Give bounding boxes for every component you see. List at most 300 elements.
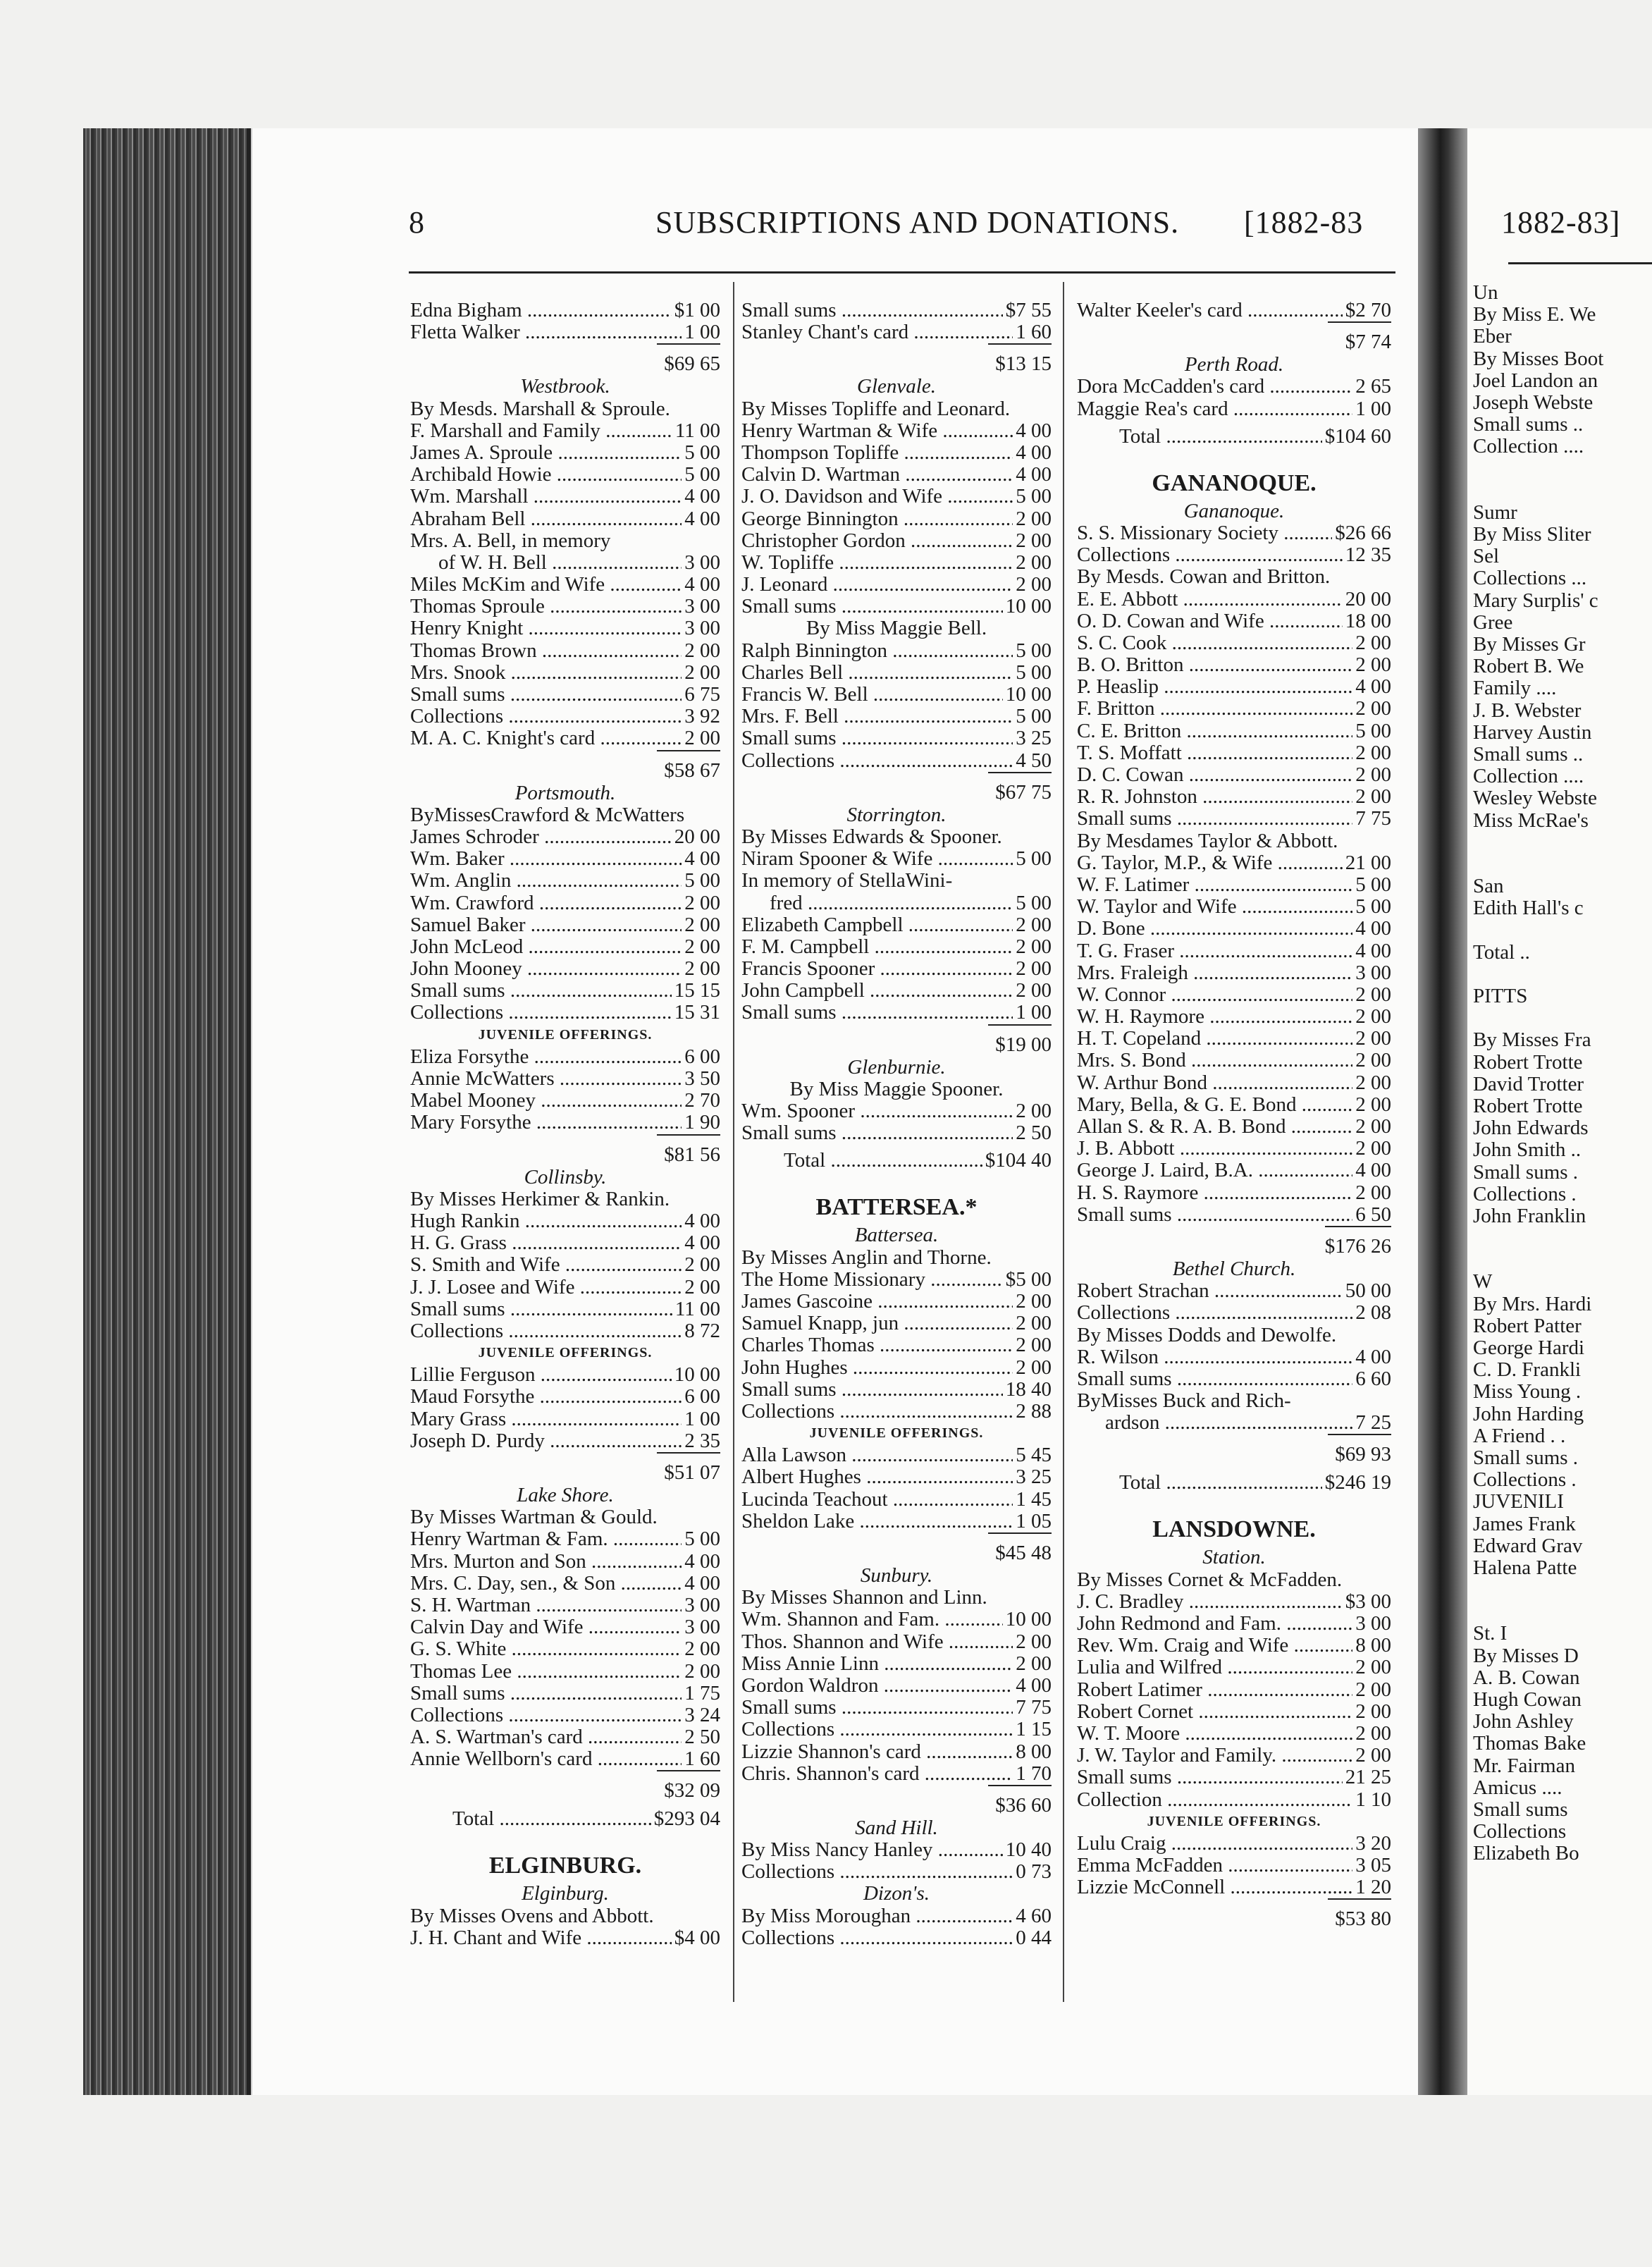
juvenile-offerings-heading: JUVENILE OFFERINGS. bbox=[478, 1026, 653, 1043]
entry-name: F. Marshall and Family ..... bbox=[410, 420, 672, 442]
right-page-line bbox=[1473, 1227, 1652, 1249]
entry-amount: 2 00 bbox=[1016, 935, 1052, 958]
entry-row bbox=[1077, 1701, 1391, 1723]
entry-row bbox=[410, 1704, 720, 1726]
entry-name: Miss Annie Linn ..... bbox=[741, 1653, 1013, 1675]
entry-amount: 2 00 bbox=[684, 639, 720, 662]
entry-amount: 2 00 bbox=[1355, 1721, 1391, 1745]
section-heading: Bethel Church. bbox=[1172, 1257, 1296, 1280]
entry-name: John Campbell ..... bbox=[741, 980, 1013, 1002]
entry-row bbox=[410, 1661, 720, 1683]
entry-name: Albert Hughes ..... bbox=[741, 1466, 1013, 1488]
entry-name: H. G. Grass ..... bbox=[410, 1232, 682, 1254]
entry-row bbox=[410, 321, 720, 343]
entry-row bbox=[410, 1616, 720, 1638]
collector-line: ByMissesCrawford & McWatters bbox=[410, 803, 685, 826]
entry-amount: 2 00 bbox=[1016, 1100, 1052, 1122]
entry-row bbox=[1077, 742, 1391, 764]
entry-amount: 12 35 bbox=[1345, 543, 1391, 567]
entry-name: Small sums ..... bbox=[410, 1298, 672, 1320]
entry-row bbox=[741, 1861, 1052, 1883]
entry-amount: 2 00 bbox=[1355, 1744, 1391, 1767]
entry-amount: 2 00 bbox=[1016, 1356, 1052, 1379]
section-heading: Station. bbox=[1202, 1546, 1266, 1569]
entry-amount: 2 00 bbox=[684, 1638, 720, 1661]
right-page-line: By Misses D bbox=[1473, 1645, 1579, 1667]
entry-row bbox=[410, 1726, 720, 1748]
entry-amount: 2 50 bbox=[1016, 1122, 1052, 1145]
entry-row bbox=[741, 750, 1052, 772]
entry-name: Lulia and Wilfred ..... bbox=[1077, 1657, 1352, 1678]
entry-amount: 2 00 bbox=[1355, 741, 1391, 764]
juvenile-offerings-heading: JUVENILE OFFERINGS. bbox=[1147, 1813, 1321, 1829]
entry-amount: 1 20 bbox=[1355, 1876, 1391, 1899]
section-heading: Elginburg. bbox=[522, 1882, 609, 1905]
entry-name: W. F. Latimer ..... bbox=[1077, 874, 1352, 896]
entry-amount: 5 00 bbox=[684, 1528, 720, 1551]
entry-amount: 2 00 bbox=[1355, 1656, 1391, 1679]
entry-name: Alla Lawson ..... bbox=[741, 1444, 1013, 1466]
entry-row bbox=[410, 848, 720, 870]
section-heading: Sunbury. bbox=[860, 1564, 933, 1587]
entry-row bbox=[410, 914, 720, 936]
entry-amount: 1 75 bbox=[684, 1681, 720, 1704]
entry-amount: 5 00 bbox=[1016, 705, 1052, 728]
entry-name: R. Wilson ..... bbox=[1077, 1346, 1352, 1368]
entry-name: E. E. Abbott ..... bbox=[1077, 589, 1343, 610]
entry-name: Thomas Brown ..... bbox=[410, 640, 682, 662]
collector-line: By Misses Shannon and Linn. bbox=[741, 1586, 987, 1609]
entry-amount: 8 72 bbox=[684, 1319, 720, 1342]
entry-row bbox=[741, 300, 1052, 321]
entry-amount: 2 00 bbox=[1355, 983, 1391, 1006]
entry-row bbox=[1077, 676, 1391, 698]
entry-amount: 3 20 bbox=[1355, 1831, 1391, 1855]
entry-name: Francis W. Bell ..... bbox=[741, 684, 1003, 706]
entry-name: Mary Forsythe ..... bbox=[410, 1112, 682, 1134]
entry-amount: 5 00 bbox=[1016, 661, 1052, 684]
entry-name: Thomas Lee ..... bbox=[410, 1661, 682, 1683]
entry-amount: 2 00 bbox=[684, 661, 720, 684]
section-heading: Battersea. bbox=[854, 1224, 939, 1247]
section-heading: Portsmouth. bbox=[514, 781, 616, 804]
entry-row bbox=[741, 892, 1052, 914]
entry-amount: 15 15 bbox=[674, 979, 720, 1002]
entry-amount: 1 90 bbox=[684, 1111, 720, 1134]
entry-name: Miles McKim and Wife ..... bbox=[410, 574, 682, 596]
entry-row bbox=[410, 486, 720, 508]
entry-row bbox=[741, 684, 1052, 706]
entry-row bbox=[1077, 1280, 1391, 1302]
entry-amount: 3 00 bbox=[1355, 1612, 1391, 1635]
entry-name: Maggie Rea's card ..... bbox=[1077, 398, 1352, 420]
entry-row bbox=[410, 1364, 720, 1386]
entry-row bbox=[741, 848, 1052, 870]
entry-row bbox=[741, 1653, 1052, 1675]
entry-name: G. S. White ..... bbox=[410, 1638, 682, 1660]
right-page-line bbox=[1473, 458, 1652, 480]
entry-name: W. Topliffe ..... bbox=[741, 552, 1013, 574]
right-page-line: John Ashley bbox=[1473, 1711, 1574, 1733]
subtotal-row bbox=[1077, 1434, 1391, 1466]
collector-line: By Mesdames Taylor & Abbott. bbox=[1077, 829, 1338, 852]
entry-row bbox=[741, 1839, 1052, 1861]
entry-amount: 2 00 bbox=[684, 1275, 720, 1298]
entry-name: George J. Laird, B.A. ..... bbox=[1077, 1160, 1352, 1181]
entry-name: W. Taylor and Wife ..... bbox=[1077, 896, 1352, 918]
entry-name: Walter Keeler's card ..... bbox=[1077, 300, 1343, 321]
entry-amount: 2 00 bbox=[1016, 1334, 1052, 1357]
entry-row bbox=[410, 1528, 720, 1550]
subtotal-row bbox=[741, 1532, 1052, 1565]
right-page-line: Thomas Bake bbox=[1473, 1733, 1586, 1755]
entry-name: Robert Strachan ..... bbox=[1077, 1280, 1343, 1302]
entry-name: B. O. Britton ..... bbox=[1077, 654, 1352, 676]
entry-amount: 1 70 bbox=[1016, 1762, 1052, 1785]
page-number: 8 bbox=[409, 205, 425, 240]
collector-line: By Misses Cornet & McFadden. bbox=[1077, 1568, 1343, 1591]
entry-row bbox=[1077, 1204, 1391, 1226]
entry-name: Small sums ..... bbox=[741, 1379, 1003, 1401]
entry-amount: 2 00 bbox=[1016, 1652, 1052, 1675]
entry-row bbox=[1077, 1094, 1391, 1116]
entry-name: Edna Bigham ..... bbox=[410, 300, 672, 321]
entry-row bbox=[741, 1697, 1052, 1719]
subtotal-amount: $32 09 bbox=[657, 1770, 720, 1807]
subtotal-amount: $81 56 bbox=[657, 1134, 720, 1171]
entry-name: Charles Bell ..... bbox=[741, 662, 1013, 684]
right-page-line bbox=[1473, 1601, 1652, 1623]
right-page-year: 1882-83] bbox=[1501, 205, 1621, 240]
entry-amount: 2 00 bbox=[684, 1659, 720, 1683]
entry-name: Mrs. F. Bell ..... bbox=[741, 706, 1013, 727]
entry-amount: 7 75 bbox=[1016, 1696, 1052, 1719]
entry-row bbox=[1077, 1006, 1391, 1028]
entry-row bbox=[1077, 962, 1391, 984]
entry-amount: 0 73 bbox=[1016, 1860, 1052, 1884]
entry-amount: 2 00 bbox=[1016, 529, 1052, 552]
entry-amount: 2 00 bbox=[1016, 979, 1052, 1002]
right-page-line: Hugh Cowan bbox=[1473, 1689, 1582, 1711]
entry-name: P. Heaslip ..... bbox=[1077, 676, 1352, 698]
entry-row bbox=[410, 552, 720, 574]
total-label: Total ..... bbox=[1119, 1466, 1322, 1499]
entry-amount: 2 00 bbox=[684, 891, 720, 914]
collector-line: By Misses Ovens and Abbott. bbox=[410, 1904, 654, 1927]
entry-row bbox=[1077, 300, 1391, 321]
section-heading: Westbrook. bbox=[520, 375, 610, 398]
entry-name: Gordon Waldron ..... bbox=[741, 1675, 1013, 1697]
book-gutter bbox=[1418, 128, 1467, 2095]
right-page-line: Collections . bbox=[1473, 1183, 1577, 1205]
entry-row bbox=[410, 727, 720, 749]
entry-row bbox=[1077, 1635, 1391, 1657]
entry-name: W. Connor ..... bbox=[1077, 984, 1352, 1006]
entry-row bbox=[1077, 1050, 1391, 1071]
entry-row bbox=[741, 508, 1052, 530]
entry-row bbox=[410, 936, 720, 958]
entry-amount: 6 00 bbox=[684, 1045, 720, 1068]
right-page-line bbox=[1473, 1579, 1652, 1601]
entry-amount: 5 00 bbox=[1016, 639, 1052, 662]
entry-row bbox=[410, 618, 720, 639]
right-page-line: Robert B. We bbox=[1473, 656, 1584, 678]
entry-name: J. H. Chant and Wife ..... bbox=[410, 1927, 672, 1949]
entry-amount: 1 00 bbox=[1016, 1001, 1052, 1024]
entry-row bbox=[410, 1232, 720, 1254]
entry-name: Small sums ..... bbox=[741, 596, 1003, 618]
entry-row bbox=[410, 300, 720, 321]
section-heading: Lake Shore. bbox=[517, 1484, 614, 1506]
entry-amount: 4 00 bbox=[684, 485, 720, 508]
entry-amount: 6 00 bbox=[684, 1385, 720, 1408]
entry-name: Collections ..... bbox=[741, 1861, 1013, 1883]
entry-name: Emma McFadden ..... bbox=[1077, 1855, 1352, 1876]
right-page-line: Family .... bbox=[1473, 677, 1557, 700]
entry-row bbox=[1077, 940, 1391, 962]
total-amount: $104 40 bbox=[985, 1149, 1052, 1172]
entry-name: George Binnington ..... bbox=[741, 508, 1013, 530]
entry-amount: 1 45 bbox=[1016, 1487, 1052, 1511]
entry-row bbox=[410, 1068, 720, 1090]
collector-line: By Misses Anglin and Thorne. bbox=[741, 1246, 992, 1269]
section-heading: Dizon's. bbox=[863, 1882, 930, 1905]
collector-line: By Misses Edwards & Spooner. bbox=[741, 825, 1002, 848]
entry-row bbox=[1077, 874, 1391, 896]
subtotal-amount: $67 75 bbox=[988, 772, 1052, 809]
entry-amount: 4 60 bbox=[1016, 1904, 1052, 1927]
right-page-line: Small sums .. bbox=[1473, 743, 1584, 766]
entry-amount: 11 00 bbox=[674, 1297, 720, 1320]
entry-row bbox=[1077, 852, 1391, 874]
entry-name: Henry Wartman & Wife ..... bbox=[741, 420, 1013, 442]
entry-name: J. C. Bradley ..... bbox=[1077, 1591, 1343, 1613]
entry-row bbox=[410, 1638, 720, 1660]
entry-amount: 2 00 bbox=[1355, 1071, 1391, 1094]
entry-amount: 2 00 bbox=[1355, 1027, 1391, 1050]
entry-name: M. A. C. Knight's card ..... bbox=[410, 727, 682, 749]
entry-amount: $2 70 bbox=[1345, 299, 1391, 321]
entry-row bbox=[1077, 984, 1391, 1006]
right-page-line bbox=[1473, 854, 1652, 876]
entry-amount: 1 00 bbox=[1355, 397, 1391, 420]
entry-amount: 2 00 bbox=[1355, 785, 1391, 809]
total-amount: $246 19 bbox=[1324, 1471, 1391, 1494]
entry-amount: 2 00 bbox=[1355, 697, 1391, 720]
subtotal-row bbox=[741, 343, 1052, 376]
right-page-line bbox=[1473, 919, 1652, 941]
entry-row bbox=[410, 1210, 720, 1232]
entry-amount: 10 00 bbox=[1005, 1608, 1052, 1631]
subtotal-row bbox=[1077, 1226, 1391, 1258]
right-page-line: John Edwards bbox=[1473, 1117, 1589, 1140]
entry-name: Collections ..... bbox=[741, 750, 1013, 772]
entry-row bbox=[410, 1298, 720, 1320]
entry-row bbox=[1077, 1789, 1391, 1811]
entry-amount: 2 00 bbox=[1016, 507, 1052, 530]
entry-amount: 1 10 bbox=[1355, 1788, 1391, 1811]
entry-name: Rev. Wm. Craig and Wife ..... bbox=[1077, 1635, 1352, 1657]
right-page-line: Collections . bbox=[1473, 1469, 1577, 1492]
total-label: Total ..... bbox=[784, 1144, 982, 1176]
entry-amount: 4 00 bbox=[1016, 419, 1052, 442]
entry-name: G. Taylor, M.P., & Wife ..... bbox=[1077, 852, 1343, 874]
entry-name: Collections ..... bbox=[410, 706, 682, 727]
right-page-line bbox=[1473, 964, 1652, 985]
entry-row bbox=[741, 1675, 1052, 1697]
entry-amount: 3 00 bbox=[1355, 961, 1391, 984]
entry-name: Dora McCadden's card ..... bbox=[1077, 376, 1352, 398]
entry-name: F. M. Campbell ..... bbox=[741, 936, 1013, 958]
subtotal-row bbox=[741, 1024, 1052, 1057]
entry-name: Small sums ..... bbox=[1077, 1204, 1352, 1226]
entry-name: Collections ..... bbox=[410, 1002, 672, 1024]
right-page-line: Robert Patter bbox=[1473, 1315, 1582, 1337]
entry-row bbox=[741, 574, 1052, 596]
entry-row bbox=[1077, 1613, 1391, 1635]
collector-line: By Misses Dodds and Dewolfe. bbox=[1077, 1323, 1337, 1346]
entry-row bbox=[741, 727, 1052, 749]
entry-name: John Hughes ..... bbox=[741, 1357, 1013, 1379]
subtotal-amount: $176 26 bbox=[1325, 1226, 1391, 1262]
entry-name: Small sums ..... bbox=[741, 727, 1013, 749]
collector-line: By Misses Topliffe and Leonard. bbox=[741, 397, 1011, 420]
entry-name: Wm. Marshall ..... bbox=[410, 486, 682, 508]
entry-name: Thompson Topliffe ..... bbox=[741, 442, 1013, 464]
entry-row bbox=[741, 1741, 1052, 1763]
entry-name: Small sums ..... bbox=[1077, 1368, 1352, 1390]
entry-name: W. H. Raymore ..... bbox=[1077, 1006, 1352, 1028]
entry-amount: 1 60 bbox=[1016, 321, 1052, 344]
entry-row bbox=[1077, 398, 1391, 420]
entry-row bbox=[1077, 1072, 1391, 1094]
subtotal-amount: $7 74 bbox=[1328, 321, 1391, 358]
entry-name: Wm. Spooner ..... bbox=[741, 1100, 1013, 1122]
entry-row bbox=[410, 706, 720, 727]
entry-amount: 2 00 bbox=[1355, 631, 1391, 654]
entry-amount: 3 00 bbox=[684, 1593, 720, 1616]
entry-name: Annie McWatters ..... bbox=[410, 1068, 682, 1090]
column-3 bbox=[1077, 300, 1391, 1931]
right-page-line bbox=[1473, 832, 1652, 854]
entry-name: Collections ..... bbox=[741, 1719, 1013, 1740]
subtotal-amount: $51 07 bbox=[657, 1452, 720, 1489]
entry-amount: 2 70 bbox=[684, 1089, 720, 1112]
entry-amount: 20 00 bbox=[674, 825, 720, 848]
subtotal-row bbox=[410, 1770, 720, 1802]
entry-amount: 5 00 bbox=[1016, 891, 1052, 914]
right-page-line bbox=[1473, 1007, 1652, 1029]
entry-amount: 4 00 bbox=[1355, 675, 1391, 699]
entry-name: Small sums ..... bbox=[410, 684, 682, 706]
entry-amount: 4 00 bbox=[1355, 1159, 1391, 1182]
entry-amount: 2 00 bbox=[684, 1253, 720, 1277]
entry-row bbox=[741, 1100, 1052, 1122]
entry-row bbox=[1077, 1138, 1391, 1160]
entry-row bbox=[410, 1277, 720, 1298]
right-page-line: Harvey Austin bbox=[1473, 721, 1592, 744]
collector-line: Mrs. A. Bell, in memory bbox=[410, 529, 611, 552]
right-page-line: By Misses Fra bbox=[1473, 1029, 1591, 1052]
column-2 bbox=[741, 300, 1052, 1949]
entry-row bbox=[1077, 376, 1391, 398]
entry-row bbox=[410, 464, 720, 486]
entry-row bbox=[741, 1609, 1052, 1630]
right-page-line: Sel bbox=[1473, 546, 1500, 568]
entry-row bbox=[741, 640, 1052, 662]
right-page-line: Collection .... bbox=[1473, 436, 1584, 458]
entry-name: Mary Grass ..... bbox=[410, 1408, 682, 1430]
entry-row bbox=[741, 552, 1052, 574]
entry-amount: 2 50 bbox=[684, 1726, 720, 1749]
entry-name: Lucinda Teachout ..... bbox=[741, 1489, 1013, 1511]
entry-amount: 50 00 bbox=[1345, 1279, 1391, 1303]
entry-name: Collections ..... bbox=[741, 1927, 1013, 1949]
entry-name: Robert Cornet ..... bbox=[1077, 1701, 1352, 1723]
entry-row bbox=[1077, 764, 1391, 786]
circuit-heading: BATTERSEA.* bbox=[815, 1194, 978, 1221]
entry-name: Fletta Walker ..... bbox=[410, 321, 682, 343]
entry-amount: 4 00 bbox=[1016, 1673, 1052, 1697]
subtotal-amount: $45 48 bbox=[988, 1532, 1052, 1569]
entry-name: Sheldon Lake ..... bbox=[741, 1511, 1013, 1532]
entry-name: Mrs. Snook ..... bbox=[410, 662, 682, 684]
entry-name: Samuel Knapp, jun ..... bbox=[741, 1313, 1013, 1334]
entry-row bbox=[410, 1090, 720, 1112]
entry-amount: 5 00 bbox=[1355, 719, 1391, 742]
entry-name: John Redmond and Fam. ..... bbox=[1077, 1613, 1352, 1635]
entry-amount: $1 00 bbox=[674, 299, 720, 321]
entry-amount: 5 00 bbox=[684, 463, 720, 486]
entry-name: C. E. Britton ..... bbox=[1077, 720, 1352, 742]
circuit-heading: ELGINBURG. bbox=[488, 1853, 642, 1879]
entry-name: Robert Latimer ..... bbox=[1077, 1679, 1352, 1701]
right-header-rule bbox=[1508, 262, 1652, 264]
entry-amount: 4 00 bbox=[684, 847, 720, 871]
entry-name: Elizabeth Campbell ..... bbox=[741, 914, 1013, 936]
entry-name: J. B. Abbott ..... bbox=[1077, 1138, 1352, 1160]
total-row bbox=[1077, 1466, 1391, 1499]
right-page-line: John Harding bbox=[1473, 1403, 1584, 1425]
entry-name: Small sums ..... bbox=[741, 300, 1003, 321]
entry-name: Collections ..... bbox=[741, 1401, 1013, 1423]
right-page-line: David Trotter bbox=[1473, 1073, 1584, 1095]
entry-amount: 2 00 bbox=[684, 957, 720, 981]
right-page-line: Sumr bbox=[1473, 501, 1517, 524]
entry-amount: 5 45 bbox=[1016, 1444, 1052, 1467]
juvenile-offerings-heading: JUVENILE OFFERINGS. bbox=[478, 1345, 653, 1361]
spacer bbox=[741, 1176, 1052, 1191]
entry-row bbox=[410, 980, 720, 1002]
entry-amount: 2 00 bbox=[1355, 1005, 1391, 1028]
entry-row bbox=[410, 1748, 720, 1770]
subtotal-row bbox=[410, 1134, 720, 1167]
entry-row bbox=[741, 1719, 1052, 1740]
entry-name: J. Leonard ..... bbox=[741, 574, 1013, 596]
entry-amount: 3 24 bbox=[684, 1703, 720, 1726]
entry-amount: 2 00 bbox=[1016, 1630, 1052, 1653]
entry-name: Annie Wellborn's card ..... bbox=[410, 1748, 682, 1770]
entry-row bbox=[1077, 1160, 1391, 1181]
right-page-line: By Miss E. We bbox=[1473, 304, 1596, 326]
right-page-line: By Mrs. Hardi bbox=[1473, 1293, 1592, 1315]
entry-name: J. J. Losee and Wife ..... bbox=[410, 1277, 682, 1298]
header-rule bbox=[409, 271, 1395, 274]
entry-row bbox=[410, 1112, 720, 1134]
entry-name: F. Britton ..... bbox=[1077, 698, 1352, 720]
section-heading: Perth Road. bbox=[1184, 353, 1284, 376]
right-page-line: Miss McRae's bbox=[1473, 809, 1589, 832]
